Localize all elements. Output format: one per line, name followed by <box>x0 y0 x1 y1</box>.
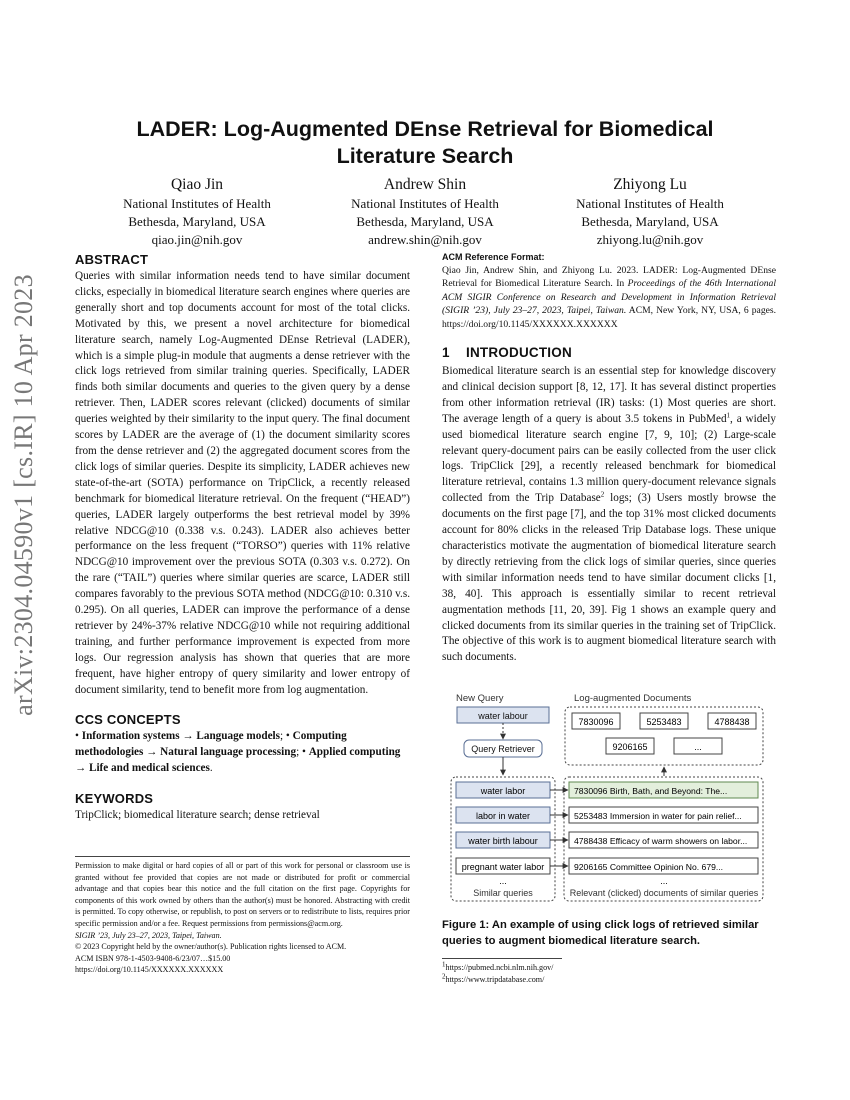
conference-line: SIGIR ’23, July 23–27, 2023, Taipei, Taiwan. <box>75 930 222 940</box>
author-email[interactable]: andrew.shin@nih.gov <box>368 232 482 247</box>
ccs-concept-3: Applied computing → Life and medical sciences <box>75 746 401 775</box>
retriever-text: Query Retriever <box>471 744 535 754</box>
author-location: Bethesda, Maryland, USA <box>128 214 266 229</box>
new-query-label: New Query <box>456 693 504 704</box>
ccs-concept-1: Information systems → Language models <box>81 730 280 743</box>
log-doc-id-2: 5253483 <box>646 717 682 727</box>
author-name: Qiao Jin <box>170 176 224 193</box>
abstract-text: Queries with similar information needs tend to have similar document clicks, especially in biomedical literature search engines where queries are generally short and top documents account for most of the total clicks. Motivated by this, we present a novel architecture for biomedical literature search, namely Log-Augmented DEnse Retrieval (LADER), which is a simple plug-in module that augments a dense retriever with the click logs retrieved from similar training queries. Specifically, LADER finds both similar documents and queries to the given query by a dense retriever. Then, LADER scores relevant (clicked) documents of similar queries weighted by their similarity to the input query. The final document scores by LADER are the average of (1) the document similarity scores from the dense retriever and (2) the aggregated document scores from the click logs of similar queries. Despite its simplicity, LADER achieves new state-of-the-art (SOTA) performance on TripClick, a recently released benchmark for biomedical literature retrieval. On the frequent (“HEAD”) queries, LADER largely outperforms the best retrieval model by 39% relative NDCG@10 (0.338 v.s. 0.243). LADER also achieves better performance on the less frequent (“TORSO”) queries with 11% relative NDCG@10 improvement over the previous SOTA (0.303 v.s. 0.272). On the rare (“TAIL”) queries where similar queries are scarce, LADER still compares favorably to the previous SOTA method (NDCG@10: 0.310 v.s. 0.295). On all queries, LADER can improve the performance of a dense retriever by 24%-37% relative NDCG@10 while not requiring additional training, and further performance improvement is expected from more logs. Our regression analysis has shown that queries that are more frequent, have higher entropy of query similarity and lower entropy of document similarity, tend to benefit more from log augmentation. <box>75 270 410 696</box>
arxiv-sidebar <box>2 275 46 715</box>
log-doc-id-3: 4788438 <box>714 717 750 727</box>
copyright-line: © 2023 Copyright held by the owner/author(s). Publication rights licensed to ACM. <box>75 942 347 952</box>
permission-text: Permission to make digital or hard copies of all or part of this work for personal or classroom use is granted without fee provided that copies are not made or distributed for profit or commercial advantage and that copies bear this notice and the full citation on the first page. Copyrights for components of this work owned by others than the author(s) must be honored. Abstracting with credit is permitted. To copy otherwise, or republish, to post on servers or to redistribute to lists, requires prior specific permission and/or a fee. Request permissions from permissions@acm.org. <box>75 861 410 928</box>
relevant-doc-text-2: 5253483 Immersion in water for pain relief... <box>574 811 742 821</box>
reference-format-heading: ACM Reference Format: <box>442 252 545 262</box>
reference-format-text: Qiao Jin, Andrew Shin, and Zhiyong Lu. 2023. LADER: Log-Augmented DEnse Retrieval for Biomedical Literature Search. In Proceedings of the 46th International ACM SIGIR Conference on Research and Development in Information Retrieval (SIGIR ’23), July 23–27, 2023, Taipei, Taiwan. ACM, New York, NY, USA, 6 pages. https://doi.org/10.1145/XXXXXX.XXXXXX <box>442 265 777 330</box>
keywords-heading: KEYWORDS <box>75 791 154 807</box>
author-1 <box>67 175 327 249</box>
author-affiliation: National Institutes of Health <box>576 196 724 211</box>
log-doc-id-4: 9206165 <box>612 742 648 752</box>
similar-ellipsis: ... <box>499 876 507 886</box>
similar-query-text-4: pregnant water labor <box>461 862 545 872</box>
ccs-concepts: • Information systems → Language models; • Computing methodologies → Natural language processing; • Applied computing → Life and medical sciences. <box>75 730 401 775</box>
footnote-2: $^2$https://www.tripdatabase.com/ <box>442 972 545 984</box>
footnote-1: $^1$https://pubmed.ncbi.nlm.nih.gov/ <box>442 960 554 972</box>
isbn-line: ACM ISBN 978-1-4503-9408-6/23/07…$15.00 <box>75 953 231 963</box>
log-doc-id-1: 7830096 <box>578 717 614 727</box>
footnote-ref-1[interactable]: 1 <box>726 411 731 420</box>
abstract-heading: ABSTRACT <box>75 252 149 267</box>
footnote-link-2[interactable]: https://www.tripdatabase.com/ <box>445 974 545 984</box>
paper-title: LADER: Log-Augmented DEnse Retrieval for Biomedical Literature Search <box>136 117 714 168</box>
similar-query-text-2: labor in water <box>475 811 531 821</box>
relevant-doc-text-4: 9206165 Committee Opinion No. 679... <box>574 862 724 872</box>
author-2 <box>295 175 555 249</box>
similar-query-text-1: water labor <box>480 786 526 796</box>
log-doc-id-5: ... <box>694 742 702 752</box>
new-query-text: water labour <box>478 711 528 721</box>
permission-block <box>75 856 410 976</box>
author-3 <box>520 175 780 249</box>
author-email[interactable]: zhiyong.lu@nih.gov <box>596 232 704 247</box>
author-name: Zhiyong Lu <box>613 176 687 193</box>
arxiv-id: arXiv:2304.04590v1 [cs.IR] 10 Apr 2023 <box>9 274 39 716</box>
footnote-ref-2[interactable]: 2 <box>600 490 605 499</box>
similar-query-text-3: water birth labour <box>468 836 538 846</box>
relevant-ellipsis: ... <box>660 876 668 886</box>
introduction-text: Biomedical literature search is an essential step for knowledge discovery and clinical decision support [8, 12, 17]. It has several distinct properties from other information retrieval (IR) tasks: (1) Most queries are short. The average length of a query is about 3.5 tokens in PubMed$^1$, a widely used biomedical literature search engine [7, 9, 10]; (2) Large-scale relevant query-document pairs can be easily collected from the user click logs. TripClick [29], a recently released benchmark for biomedical literature retrieval, contains 1.3 million query-document relevance signals collected from the Trip Database$^2$ logs; (3) Users mostly browse the documents on the first page [7], and the top 31% most clicked documents account for 80% clicks in the released Trip Database logs. These unique characteristics motivate the augmentation of biomedical literature search by directly retrieving from the click logs of similar queries, since queries with similar information needs tend to have similar document clicks [1, 38, 40]. This approach is essentially similar to recent retrieval augmentation methods [11, 20, 39]. Fig 1 shows an example query and clicked documents from its similar queries in the training set of TripClick. The objective of this work is to augment biomedical literature search with such documents. <box>442 365 776 664</box>
right-column <box>442 252 776 666</box>
introduction-heading: 1 INTRODUCTION <box>442 345 572 361</box>
author-location: Bethesda, Maryland, USA <box>356 214 494 229</box>
log-docs-label: Log-augmented Documents <box>574 693 692 704</box>
footnotes <box>442 958 562 986</box>
figure-caption: Figure 1: An example of using click logs of retrieved similar queries to augment biomedical literature search. <box>442 919 759 947</box>
left-column <box>75 252 410 824</box>
ccs-concept-2: Computing methodologies → Natural language processing <box>75 730 347 759</box>
figure-1 <box>448 688 772 906</box>
relevant-doc-text-3: 4788438 Efficacy of warm showers on labor... <box>574 836 748 846</box>
author-name: Andrew Shin <box>383 176 467 193</box>
doi-link[interactable]: https://doi.org/10.1145/XXXXXX.XXXXXX <box>75 965 224 975</box>
similar-queries-label: Similar queries <box>473 888 533 898</box>
ccs-heading: CCS CONCEPTS <box>75 712 181 728</box>
relevant-docs-label: Relevant (clicked) documents of similar queries <box>569 888 759 898</box>
footnote-link-1[interactable]: https://pubmed.ncbi.nlm.nih.gov/ <box>445 963 554 972</box>
author-affiliation: National Institutes of Health <box>351 196 499 211</box>
relevant-doc-text-1: 7830096 Birth, Bath, and Beyond: The... <box>574 786 728 796</box>
author-affiliation: National Institutes of Health <box>123 196 271 211</box>
author-location: Bethesda, Maryland, USA <box>581 214 719 229</box>
author-email[interactable]: qiao.jin@nih.gov <box>151 232 243 247</box>
keywords-text: TripClick; biomedical literature search; dense retrieval <box>75 809 320 822</box>
